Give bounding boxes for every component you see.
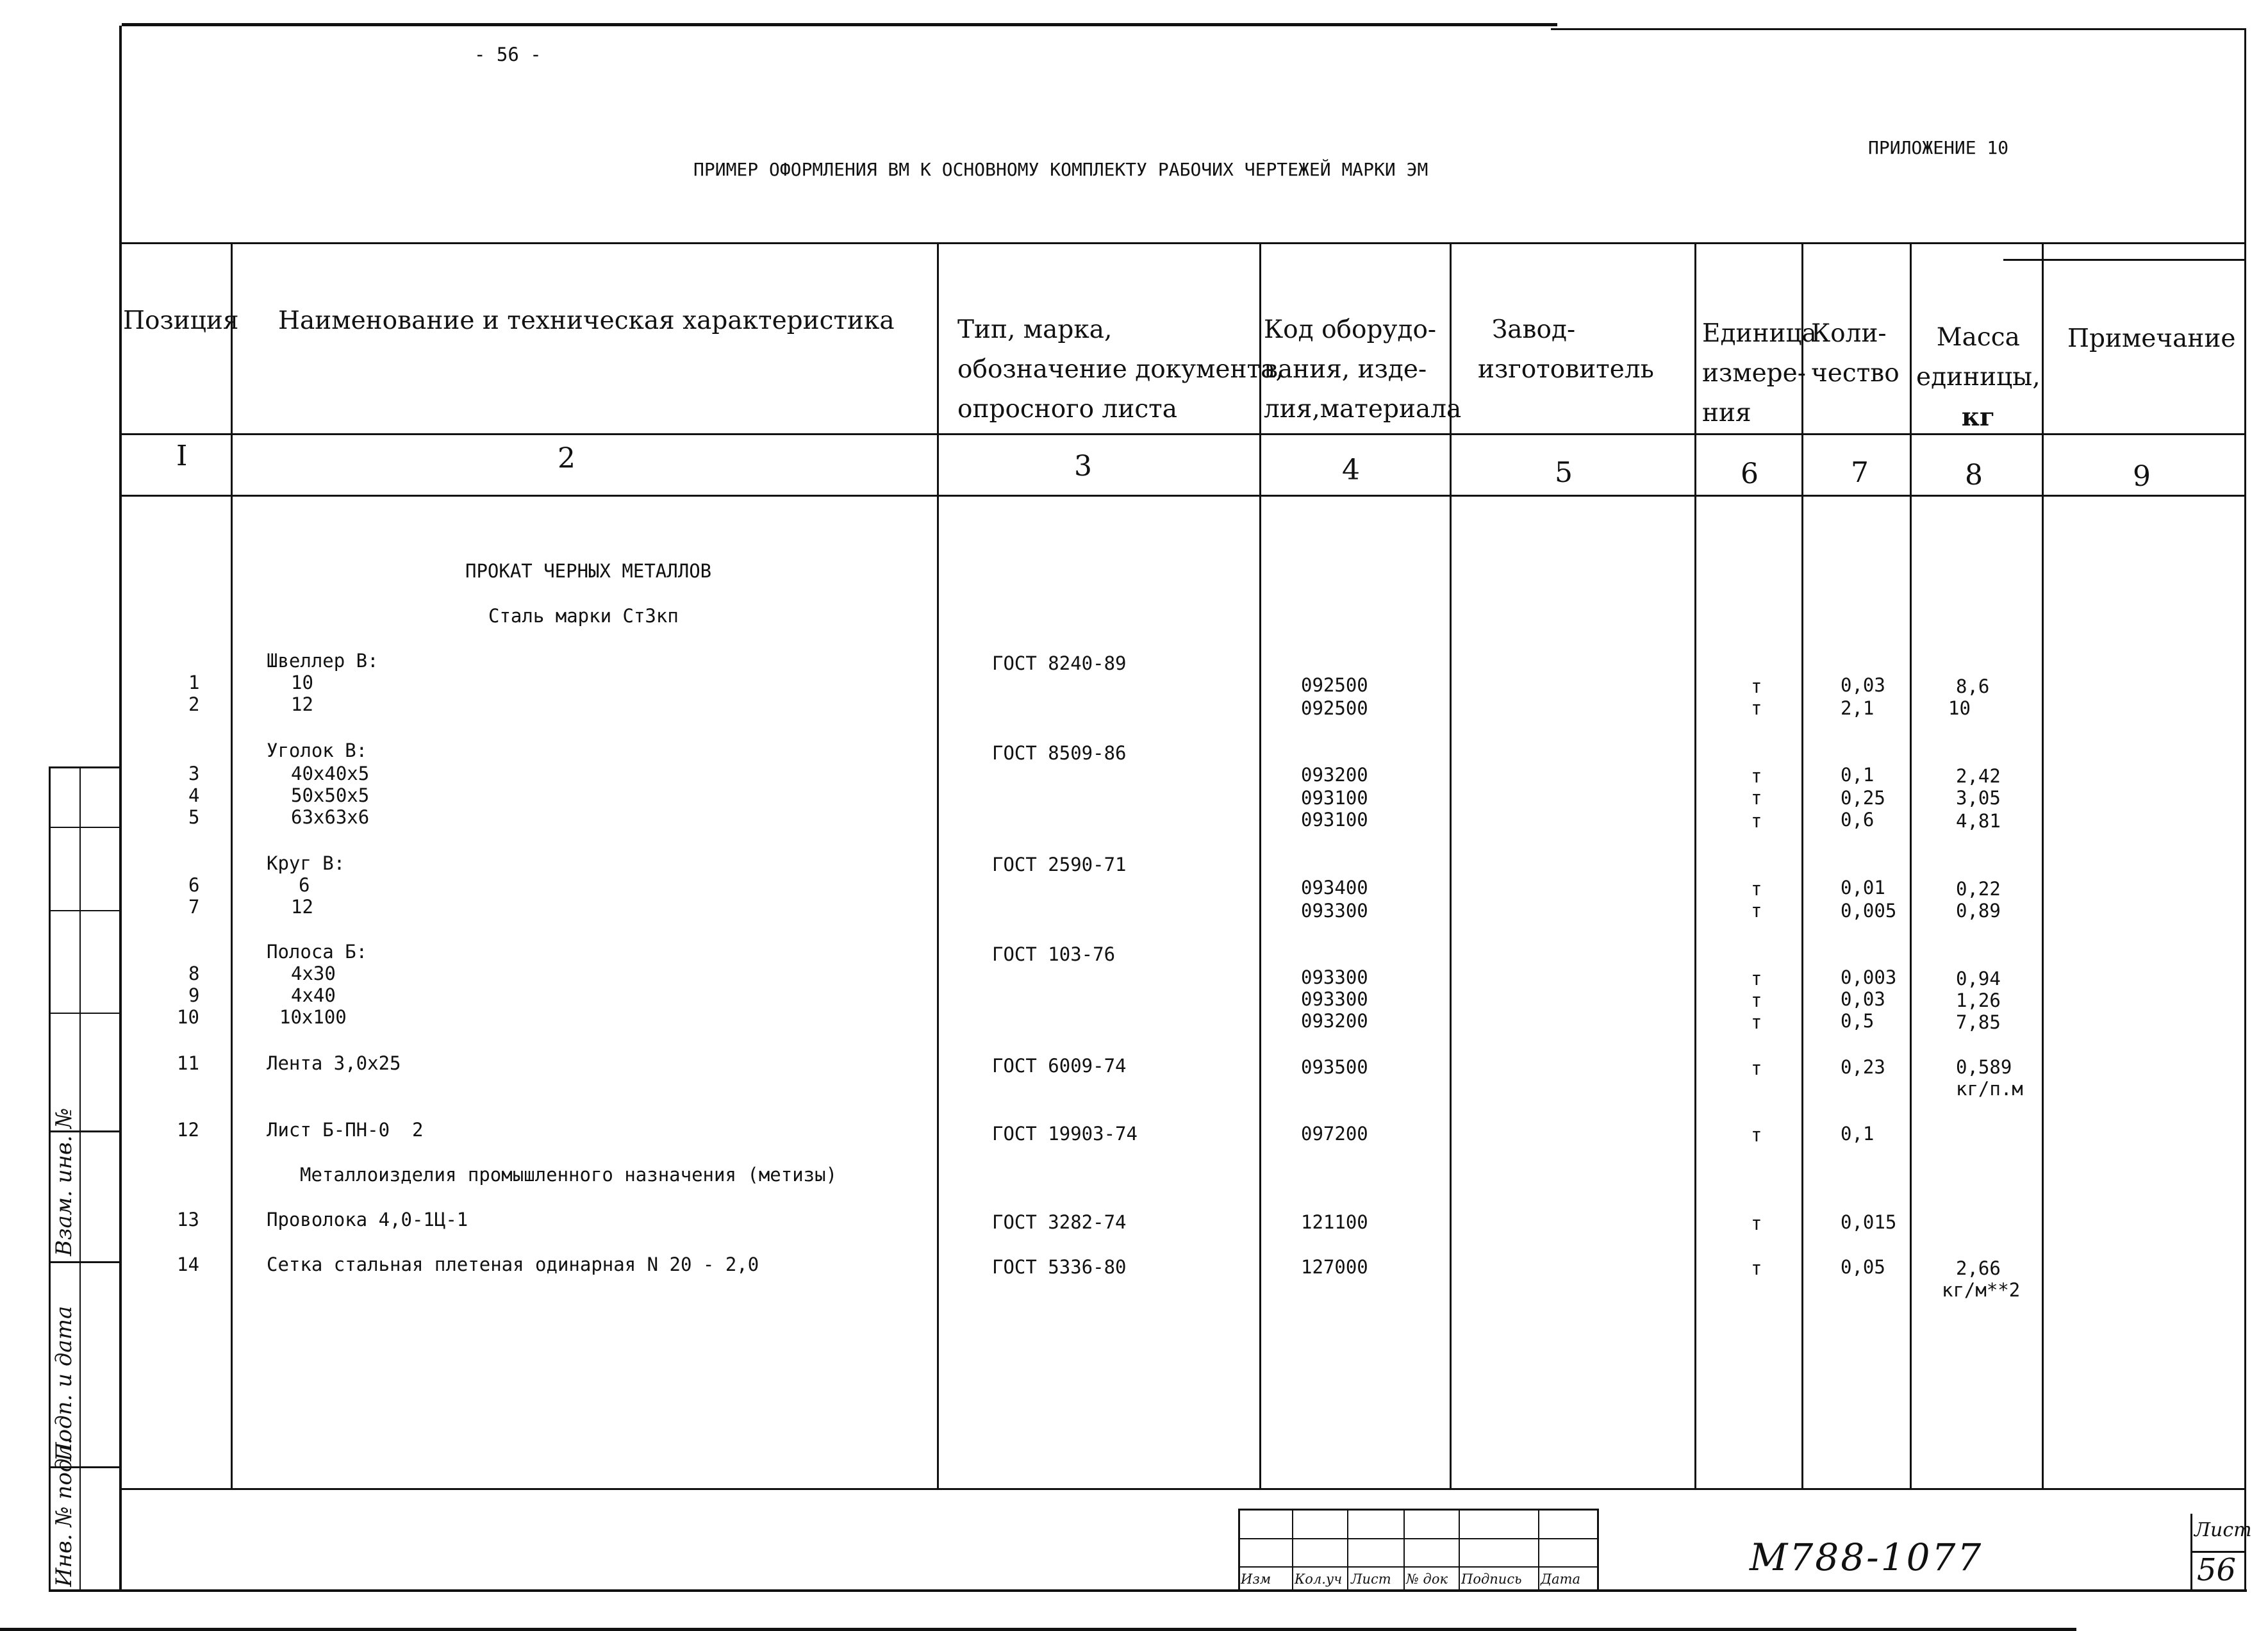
- row-quantity: 0,015: [1841, 1211, 1897, 1233]
- col-number-3: 3: [1074, 450, 1092, 483]
- col-number-2: 2: [558, 442, 575, 475]
- tb-col-line-6: [1597, 1509, 1599, 1592]
- row-unit: т: [1751, 697, 1762, 719]
- tb-label-count: Кол.уч: [1295, 1571, 1343, 1587]
- header-mass: Масса единицы, кг: [1916, 323, 2040, 432]
- row-code: 093200: [1301, 764, 1368, 786]
- frame-left-line: [119, 26, 122, 1592]
- row-unit: т: [1751, 1057, 1762, 1079]
- col-number-7: 7: [1851, 456, 1869, 489]
- row-unit: т: [1751, 675, 1762, 697]
- row-code: 127000: [1301, 1256, 1368, 1278]
- row-code: 093500: [1301, 1056, 1368, 1078]
- row-unit: т: [1751, 989, 1762, 1011]
- tb-col-line-5: [1538, 1509, 1539, 1592]
- header-code: Код оборудо- вания, изде- лия,материала: [1264, 315, 1462, 424]
- row-quantity: 0,05: [1841, 1256, 1885, 1278]
- table-top-line-right: [2003, 259, 2244, 261]
- row-code: 093300: [1301, 988, 1368, 1010]
- row-quantity: 2,1: [1841, 697, 1875, 719]
- row-quantity: 0,25: [1841, 787, 1885, 809]
- group-name: Уголок В:: [267, 740, 368, 761]
- row-quantity: 0,03: [1841, 674, 1885, 696]
- row-code: 093200: [1301, 1010, 1368, 1032]
- stamp-hline-2: [49, 827, 120, 828]
- stamp-label-replaced-inv: Взам. инв. №: [51, 1107, 77, 1256]
- stamp-label-signature-date: Подп. и дата: [51, 1305, 77, 1461]
- document-designation: М788-1077: [1750, 1536, 1983, 1579]
- row-mass: 0,94: [1956, 968, 2001, 989]
- stamp-hline-4: [49, 1013, 120, 1014]
- row-position: 9: [188, 984, 200, 1006]
- row-mass: 2,42: [1956, 765, 2001, 787]
- row-unit: т: [1751, 900, 1762, 922]
- header-manufacturer: Завод- изготовитель: [1478, 315, 1654, 384]
- group-gost: ГОСТ 8240-89: [992, 652, 1127, 674]
- row-position: 3: [188, 763, 200, 784]
- tb-label-date: Дата: [1541, 1571, 1581, 1587]
- row-unit: т: [1751, 1213, 1762, 1234]
- row-name: Лента 3,0x25: [267, 1052, 401, 1074]
- row-unit: т: [1751, 1124, 1762, 1146]
- col-divider-1: [231, 242, 233, 1489]
- tb-col-line-1: [1292, 1509, 1293, 1592]
- col-number-1: I: [176, 440, 188, 472]
- row-unit: т: [1751, 1011, 1762, 1033]
- row-position: 10: [177, 1006, 199, 1028]
- row-mass: 1,26: [1956, 989, 2001, 1011]
- row-code: 093100: [1301, 809, 1368, 831]
- hardware-title: Металлоизделия промышленного назначения (метизы): [300, 1164, 838, 1186]
- row-unit: т: [1751, 787, 1762, 809]
- row-mass: 7,85: [1956, 1011, 2001, 1033]
- row-unit: т: [1751, 810, 1762, 832]
- stamp-hline-1: [49, 766, 120, 768]
- row-name: 4x30: [291, 963, 336, 984]
- row-quantity: 0,01: [1841, 877, 1885, 898]
- table-bottom-line: [119, 1488, 2244, 1490]
- col-divider-8: [2042, 242, 2044, 1489]
- row-mass: 10: [1948, 697, 1971, 719]
- header-note: Примечание: [2067, 324, 2236, 353]
- group-gost: ГОСТ 8509-86: [992, 742, 1127, 764]
- frame-right-line: [2244, 28, 2246, 1592]
- tb-label-sheet: Лист: [1351, 1571, 1391, 1587]
- row-position: 5: [188, 806, 200, 828]
- row-mass-unit: кг/п.м: [1956, 1078, 2023, 1100]
- row-name: 40x40x5: [291, 763, 370, 784]
- header-type: Тип, марка, обозначение документа, опросного листа: [957, 315, 1284, 424]
- page-bottom-border: [0, 1628, 2076, 1631]
- group-name: Швеллер В:: [267, 650, 379, 672]
- row-position: 6: [188, 874, 200, 896]
- row-name: 63x63x6: [291, 806, 370, 828]
- row-quantity: 0,6: [1841, 809, 1875, 831]
- row-name: 10x100: [279, 1006, 347, 1028]
- header-name: Наименование и техническая характеристика: [278, 306, 895, 335]
- tb-label-change: Изм: [1241, 1571, 1271, 1587]
- sheet-number: 56: [2197, 1552, 2237, 1588]
- row-quantity: 0,1: [1841, 764, 1875, 786]
- col-number-9: 9: [2133, 460, 2151, 493]
- group-gost: ГОСТ 103-76: [992, 943, 1116, 965]
- row-mass: 3,05: [1956, 787, 2001, 809]
- col-number-6: 6: [1741, 458, 1759, 490]
- row-quantity: 0,003: [1841, 966, 1897, 988]
- appendix-label: ПРИЛОЖЕНИЕ 10: [1868, 137, 2009, 158]
- col-number-8: 8: [1965, 459, 1983, 492]
- tb-left-line: [1238, 1509, 1240, 1592]
- header-unit: Единица измере- ния: [1702, 319, 1817, 427]
- tb-col-line-3: [1403, 1509, 1405, 1592]
- row-name: Лист Б-ПН-0 2: [267, 1119, 424, 1141]
- frame-bottom-line: [49, 1589, 2247, 1592]
- row-mass: 4,81: [1956, 810, 2001, 832]
- stamp-label-inv-original: Инв. № подл.: [51, 1437, 77, 1587]
- numbers-bottom-line: [119, 495, 2244, 497]
- group-name: Полоса Б:: [267, 941, 368, 963]
- page-title: ПРИМЕР ОФОРМЛЕНИЯ ВМ К ОСНОВНОМУ КОМПЛЕКТУ РАБОЧИХ ЧЕРТЕЖЕЙ МАРКИ ЭМ: [693, 159, 1428, 180]
- tb-label-doc-number: № док: [1406, 1571, 1448, 1587]
- row-mass-unit: кг/м**2: [1942, 1279, 2021, 1301]
- row-unit: т: [1751, 878, 1762, 900]
- row-unit: т: [1751, 1257, 1762, 1279]
- tb-col-line-4: [1459, 1509, 1460, 1592]
- row-name: 10: [291, 672, 313, 693]
- frame-top-line: [122, 23, 1557, 26]
- row-code: 093100: [1301, 787, 1368, 809]
- row-code: 093300: [1301, 900, 1368, 922]
- sheet-label: Лист: [2194, 1519, 2252, 1541]
- row-position: 14: [177, 1254, 199, 1275]
- row-position: 7: [188, 896, 200, 918]
- row-position: 2: [188, 693, 200, 715]
- page-number: - 56 -: [474, 44, 542, 65]
- steel-grade: Сталь марки Ст3кп: [488, 605, 679, 627]
- col-number-5: 5: [1555, 456, 1573, 489]
- header-quantity: Коли- чество: [1811, 319, 1900, 388]
- col-divider-5: [1694, 242, 1696, 1489]
- row-gost: ГОСТ 5336-80: [992, 1256, 1127, 1278]
- col-number-4: 4: [1342, 454, 1360, 486]
- row-mass: 0,89: [1956, 900, 2001, 922]
- row-position: 12: [177, 1119, 199, 1141]
- group-gost: ГОСТ 2590-71: [992, 854, 1127, 875]
- row-name: 6: [299, 874, 310, 896]
- row-name: 4x40: [291, 984, 336, 1006]
- row-position: 8: [188, 963, 200, 984]
- stamp-hline-3: [49, 910, 120, 911]
- col-divider-7: [1910, 242, 1912, 1489]
- header-position: Позиция: [123, 306, 239, 335]
- row-quantity: 0,1: [1841, 1123, 1875, 1145]
- row-name: 50x50x5: [291, 784, 370, 806]
- col-divider-2: [937, 242, 939, 1489]
- group-name: Круг В:: [267, 852, 345, 874]
- row-code: 092500: [1301, 697, 1368, 719]
- row-position: 4: [188, 784, 200, 806]
- row-quantity: 0,5: [1841, 1010, 1875, 1032]
- section-title: ПРОКАТ ЧЕРНЫХ МЕТАЛЛОВ: [465, 560, 712, 582]
- tb-label-signature: Подпись: [1461, 1571, 1522, 1587]
- row-quantity: 0,23: [1841, 1056, 1885, 1078]
- row-position: 1: [188, 672, 200, 693]
- row-name: Проволока 4,0-1Ц-1: [267, 1209, 468, 1230]
- row-mass: 8,6: [1956, 675, 1990, 697]
- row-code: 092500: [1301, 674, 1368, 696]
- row-gost: ГОСТ 6009-74: [992, 1055, 1127, 1077]
- row-position: 11: [177, 1052, 199, 1074]
- stamp-hline-6: [49, 1261, 120, 1263]
- tb-col-line-2: [1347, 1509, 1348, 1592]
- row-quantity: 0,03: [1841, 988, 1885, 1010]
- row-gost: ГОСТ 3282-74: [992, 1211, 1127, 1233]
- frame-top-line-right: [1551, 28, 2244, 30]
- row-name: 12: [291, 896, 313, 918]
- row-unit: т: [1751, 968, 1762, 989]
- row-code: 093400: [1301, 877, 1368, 898]
- row-code: 121100: [1301, 1211, 1368, 1233]
- row-position: 13: [177, 1209, 199, 1230]
- row-mass: 0,589: [1956, 1056, 2012, 1078]
- row-mass: 0,22: [1956, 878, 2001, 900]
- row-quantity: 0,005: [1841, 900, 1897, 922]
- row-mass: 2,66: [1956, 1257, 2001, 1279]
- table-top-line: [119, 242, 2244, 244]
- row-name: Сетка стальная плетеная одинарная N 20 - 2,0: [267, 1254, 759, 1275]
- row-name: 12: [291, 693, 313, 715]
- row-code: 097200: [1301, 1123, 1368, 1145]
- row-unit: т: [1751, 765, 1762, 787]
- row-gost: ГОСТ 19903-74: [992, 1123, 1138, 1145]
- row-code: 093300: [1301, 966, 1368, 988]
